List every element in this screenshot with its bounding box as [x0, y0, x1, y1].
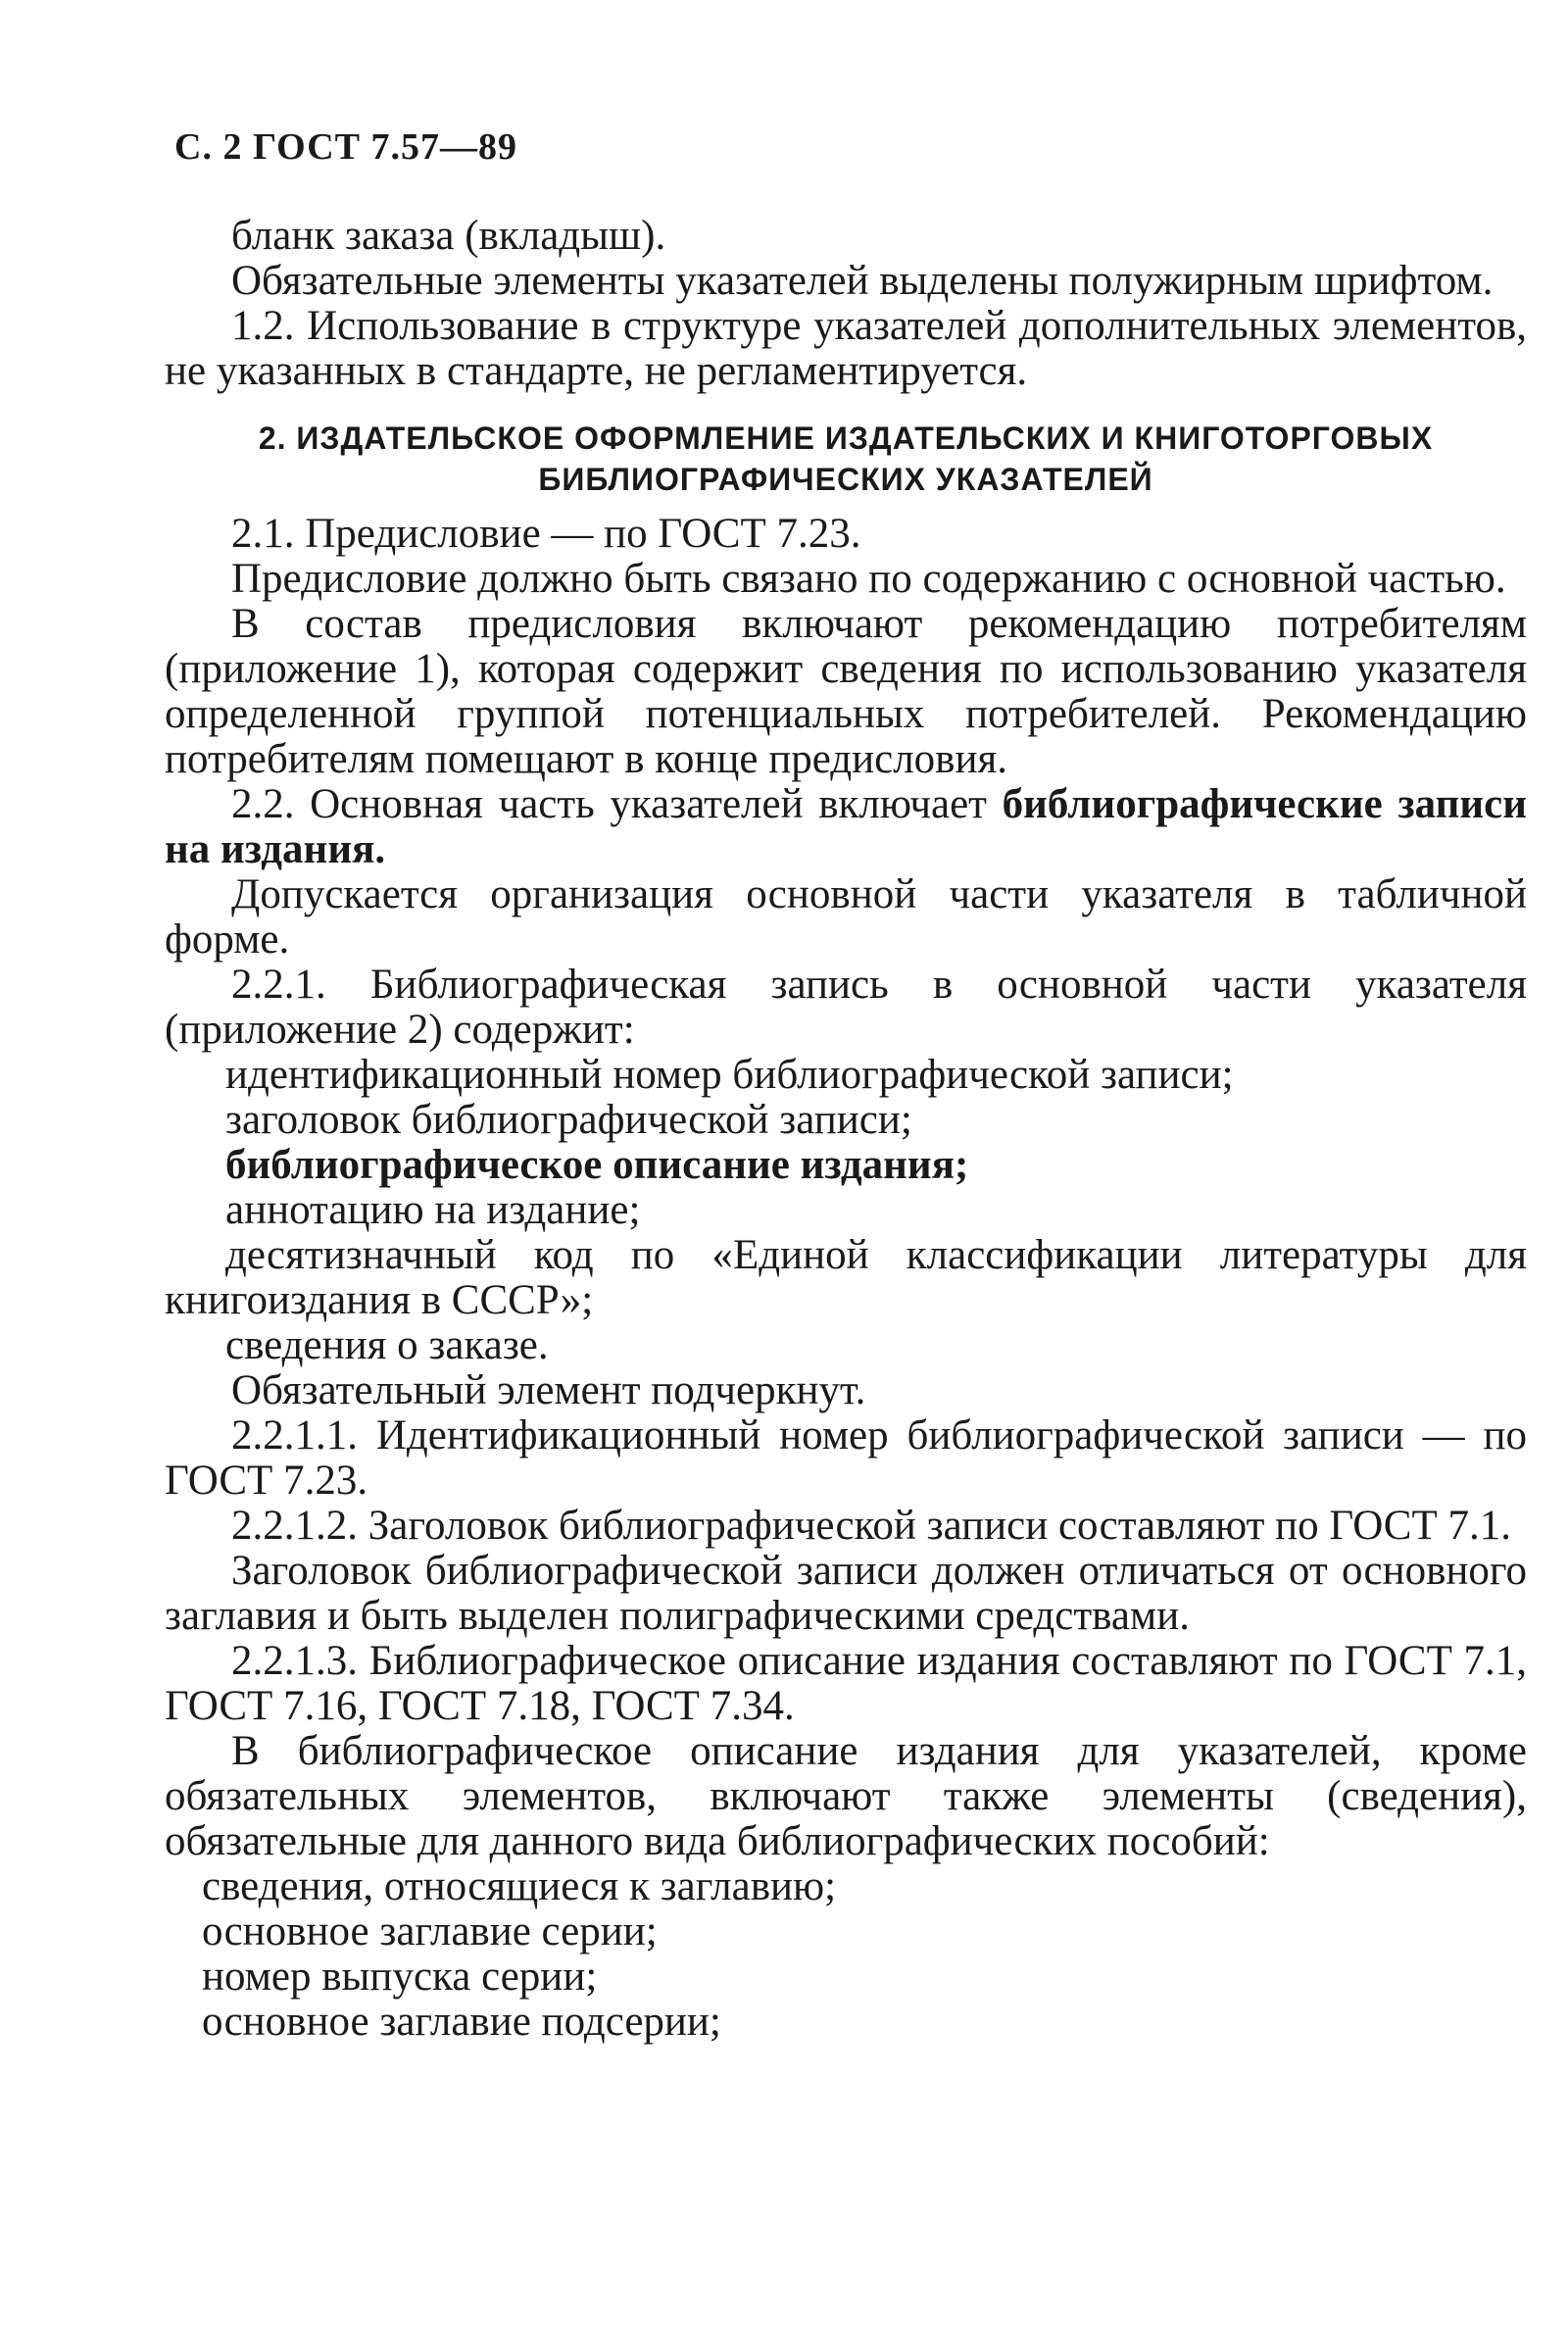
section-heading-line-1: 2. ИЗДАТЕЛЬСКОЕ ОФОРМЛЕНИЕ ИЗДАТЕЛЬСКИХ И КНИГОТОРГОВЫХ	[258, 420, 1434, 456]
list-item: идентификационный номер библиографической записи;	[225, 1052, 1234, 1098]
paragraph: В библиографическое описание издания для указателей, кроме обязательных элементов, включают также элементы (сведения), обязательные для данного вида библиографических пособий:	[165, 1728, 1527, 1864]
list-item: аннотацию на издание;	[225, 1187, 641, 1233]
paragraph: 2.2.1.1. Идентификационный номер библиографической записи — по ГОСТ 7.23.	[165, 1412, 1527, 1504]
paragraph: 2.2.1.3. Библиографическое описание издания составляют по ГОСТ 7.1, ГОСТ 7.16, ГОСТ 7.18, ГОСТ 7.34.	[165, 1638, 1527, 1729]
list-item: сведения, относящиеся к заглавию;	[202, 1863, 837, 1909]
paragraph-lead: 2.2. Основная часть указателей включает	[231, 781, 1003, 827]
paragraph	[165, 782, 1527, 872]
paragraph: 1.2. Использование в структуре указателей дополнительных элементов, не указанных в стандарте, не регламентируется.	[165, 303, 1527, 394]
paragraph-bold: библиографические записи на издания.	[165, 781, 1527, 872]
paragraph: Обязательные элементы указателей выделены полужирным шрифтом.	[231, 258, 1494, 304]
list-item: номер выпуска серии;	[202, 1954, 598, 2000]
list-item: сведения о заказе.	[225, 1322, 549, 1368]
paragraph: Предисловие должно быть связано по содержанию с основной частью.	[231, 556, 1506, 602]
list-item: библиографическое описание издания;	[225, 1142, 969, 1188]
paragraph: 2.2.1.2. Заголовок библиографической записи составляют по ГОСТ 7.1.	[231, 1503, 1511, 1549]
list-item: основное заглавие серии;	[202, 1908, 658, 1954]
list-item: десятизначный код по «Единой классификации литературы для книгоиздания в СССР»;	[165, 1232, 1527, 1323]
list-item: основное заглавие подсерии;	[202, 1999, 721, 2045]
list-item: заголовок библиографической записи;	[225, 1097, 912, 1143]
page-header: С. 2 ГОСТ 7.57—89	[174, 126, 517, 168]
paragraph: 2.1. Предисловие — по ГОСТ 7.23.	[231, 511, 861, 557]
paragraph: Заголовок библиографической записи должен отличаться от основного заглавия и быть выделен полиграфическими средствами.	[165, 1548, 1527, 1639]
paragraph: В состав предисловия включают рекомендацию потребителям (приложение 1), которая содержит сведения по использованию указателя определенной группой потенциальных потребителей. Рекомендацию потребителям помещают в конце предисловия.	[165, 601, 1527, 782]
section-heading	[165, 418, 1527, 500]
paragraph: бланк заказа (вкладыш).	[231, 213, 666, 259]
paragraph: Допускается организация основной части указателя в табличной форме.	[165, 871, 1527, 963]
paragraph: 2.2.1. Библиографическая запись в основной части указателя (приложение 2) содержит:	[165, 962, 1527, 1053]
section-heading-line-2: БИБЛИОГРАФИЧЕСКИХ УКАЗАТЕЛЕЙ	[538, 462, 1153, 497]
document-body	[165, 214, 1527, 2045]
paragraph: Обязательный элемент подчеркнут.	[231, 1367, 866, 1413]
